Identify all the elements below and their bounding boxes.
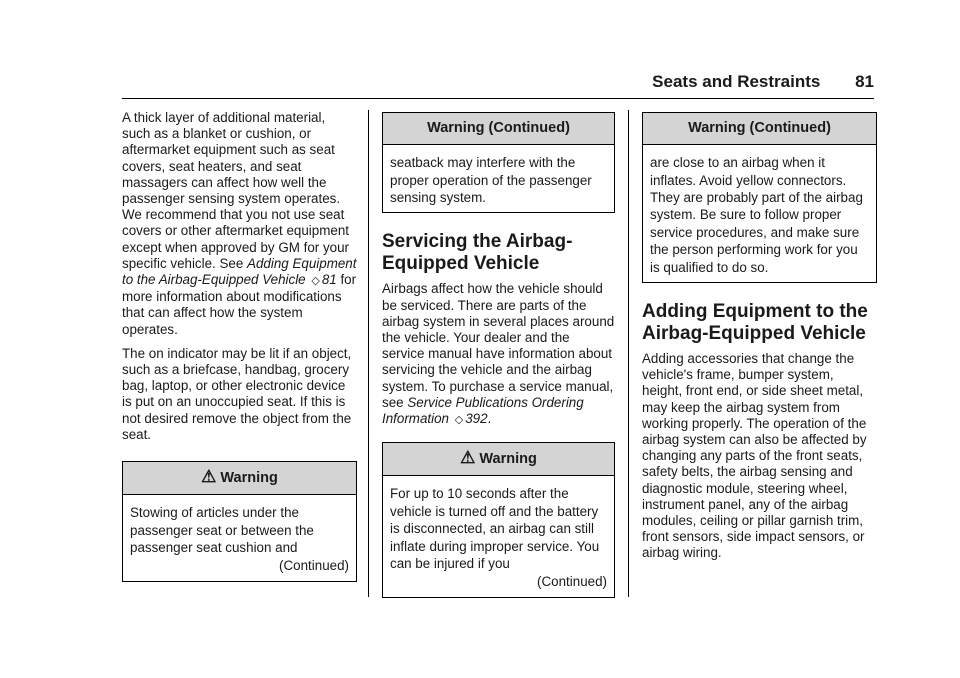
paragraph-on-indicator: The on indicator may be lit if an object, such as a briefcase, handbag, grocery bag, laptop, or other electronic device is put on an unoccupied seat. If this is not desired remove the object from the seat.: [122, 345, 352, 442]
warning-header: [383, 443, 614, 476]
section-heading: Servicing the Airbag-Equipped Vehicle: [382, 231, 573, 275]
section-heading: Adding Equipment to the Airbag-Equipped Vehicle: [642, 301, 868, 345]
warning-body: [643, 145, 876, 282]
warning-box-continued: [642, 112, 877, 283]
page-header: [0, 72, 874, 92]
warning-body: [383, 145, 614, 212]
warning-header: Warning (Continued): [643, 113, 876, 145]
cross-reference-page[interactable]: 392: [465, 411, 488, 427]
paragraph-text: .: [487, 411, 492, 427]
column-divider: [368, 110, 369, 597]
page-ref-icon: ◇: [454, 414, 464, 427]
warning-box-continued: [382, 112, 615, 213]
section-title: Seats and Restraints: [652, 72, 821, 91]
paragraph-servicing: [382, 281, 615, 428]
warning-box: [382, 442, 615, 598]
warning-text: For up to 10 seconds after the vehicle is turned off and the battery is disconnected, an airbag can still inflate during improper service. You can be injured if you: [390, 486, 600, 572]
header-rule: [122, 98, 874, 99]
page-ref-icon: ◇: [311, 275, 320, 288]
warning-text: seatback may interfere with the proper operation of the passenger sensing system.: [390, 155, 592, 206]
column-2: [382, 110, 615, 598]
warning-text: Stowing of articles under the passenger seat or between the passenger seat cushion and: [130, 505, 314, 556]
paragraph-text: A thick layer of additional material, such as a blanket or cushion, or aftermarket equipment such as seat covers, seat heaters, and seat massagers can affect how well the passenger sensing system operates. We recommend that you not use seat covers or other aftermarket equipment except when approved by GM for your specific vehicle. See: [122, 110, 350, 271]
cross-reference-link[interactable]: Service Publications Ordering Information: [382, 394, 584, 427]
continued-label: (Continued): [537, 574, 607, 590]
cross-reference-link[interactable]: Adding Equipment to the Airbag-Equipped Vehicle: [122, 255, 357, 288]
warning-header: [123, 462, 356, 495]
paragraph-adding-equipment: Adding accessories that change the vehicle's frame, bumper system, height, front end, or side sheet metal, may keep the airbag system from working properly. The operation of the airbag system can also be affected by changing any parts of the front seats, safety belts, the airbag sensing and diagnostic module, steering wheel, instrument panel, any of the airbag modules, ceiling or pillar garnish trim, front sensors, side impact sensors, or airbag wiring.: [642, 351, 867, 561]
warning-icon: ⚠: [201, 467, 217, 487]
warning-header: Warning (Continued): [383, 113, 614, 145]
warning-text: are close to an airbag when it inflates. Avoid yellow connectors. They are probably part of the airbag system. Be sure to follow proper service procedures, and make sure the person performing work for you is qualified to do so.: [650, 155, 863, 275]
cross-reference-page[interactable]: 81: [321, 272, 337, 288]
page-number: 81: [855, 72, 874, 91]
paragraph-text: for more information about modifications that can affect how the system operates.: [122, 272, 357, 337]
column-divider: [628, 110, 629, 597]
paragraph-text: Airbags affect how the vehicle should be serviced. There are parts of the airbag system in several places around the vehicle. Your dealer and the service manual have information about servicing the vehicle and the airbag system. To purchase a service manual, see: [382, 281, 615, 410]
warning-title: Warning: [220, 470, 278, 487]
warning-body: [123, 495, 356, 581]
warning-title: Warning: [479, 451, 537, 468]
paragraph-seat-covers: [122, 110, 357, 338]
warning-box: [122, 461, 357, 582]
warning-icon: ⚠: [460, 448, 476, 468]
warning-body: [383, 476, 614, 596]
continued-label: (Continued): [279, 558, 349, 574]
column-3: [642, 110, 877, 570]
column-1: [122, 110, 357, 582]
